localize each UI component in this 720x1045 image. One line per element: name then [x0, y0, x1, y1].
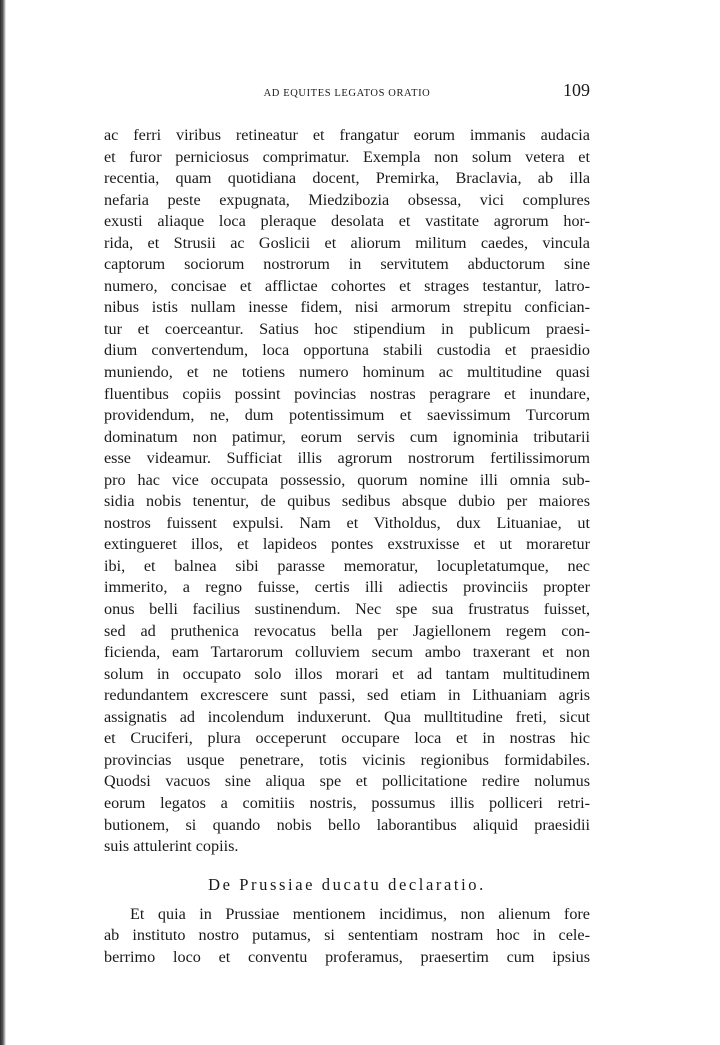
- text-line: nibus istis nullam inesse fidem, nisi armorum strepitu confician-: [104, 298, 590, 317]
- text-line: rida, et Strusii ac Goslicii et aliorum militum caedes, vincula: [104, 233, 590, 252]
- text-line: dominatum non patimur, eorum servis cum ignominia tributarii: [104, 427, 590, 446]
- text-line: provincias usque penetrare, totis vicinis regionibus formidabiles.: [104, 750, 590, 769]
- book-page: [104, 80, 590, 968]
- scan-edge: [0, 0, 6, 1045]
- text-line: ficienda, eam Tartarorum colluviem secum ambo traxerant et non: [104, 643, 590, 662]
- text-line: ac ferri viribus retineatur et frangatur eorum immanis audacia: [104, 126, 590, 144]
- text-line: eorum legatos a comitiis nostris, possumus illis polliceri retri-: [104, 793, 590, 812]
- body-text: [104, 125, 590, 968]
- text-line: ibi, et balnea sibi parasse memoratur, locupletatumque, nec: [104, 556, 590, 575]
- text-line: berrimo loco et conventu proferamus, praesertim cum ipsius: [104, 947, 590, 966]
- text-line: sidia nobis tenentur, de quibus sedibus absque dubio per maiores: [104, 492, 590, 511]
- paragraph: [104, 904, 590, 969]
- text-line: butionem, si quando nobis bello laborantibus aliquid praesidii: [104, 815, 590, 834]
- text-line: suis attulerint copiis.: [104, 837, 239, 856]
- running-title: AD EQUITES LEGATOS ORATIO: [263, 88, 431, 99]
- text-line: onus belli facilius sustinendum. Nec spe sua frustratus fuisset,: [104, 600, 590, 619]
- text-line: numero, concisae et afflictae cohortes et strages testantur, latro-: [104, 276, 590, 295]
- text-line: fluentibus copiis possint povincias nostras peragrare et inundare,: [104, 384, 590, 403]
- text-line: nefaria peste expugnata, Miedzibozia obsessa, vici complures: [104, 190, 590, 209]
- text-line: pro hac vice occupata possessio, quorum nomine illi omnia sub-: [104, 470, 590, 489]
- text-line: sed ad pruthenica revocatus bella per Jagiellonem regem con-: [104, 621, 590, 640]
- text-line: providendum, ne, dum potentissimum et saevissimum Turcorum: [104, 406, 590, 425]
- text-line: extingueret illos, et lapideos pontes exstruxisse et ut moraretur: [104, 535, 590, 554]
- running-head: [104, 80, 590, 106]
- text-line: recentia, quam quotidiana docent, Premirka, Braclavia, ab illa: [104, 169, 590, 188]
- text-line: redundantem excrescere sunt passi, sed etiam in Lithuaniam agris: [104, 686, 590, 705]
- paragraph: [104, 125, 590, 858]
- text-line: et Cruciferi, plura occeperunt occupare loca et in nostras hic: [104, 729, 590, 748]
- text-line: tur et coerceantur. Satius hoc stipendium in publicum praesi-: [104, 319, 590, 338]
- text-line: exusti aliaque loca pleraque desolata et vastitate agrorum hor-: [104, 212, 590, 231]
- text-line: captorum sociorum nostrorum in servitutem abductorum sine: [104, 255, 590, 274]
- text-line: immerito, a regno fuisse, certis illi adiectis provinciis propter: [104, 578, 590, 597]
- text-line: et furor perniciosus comprimatur. Exempla non solum vetera et: [104, 147, 590, 166]
- text-line: Quodsi vacuos sine aliqua spe et pollicitatione redire nolumus: [104, 772, 590, 791]
- page-number: 109: [563, 80, 590, 100]
- text-line: solum in occupato solo illos morari et ad tantam multitudinem: [104, 664, 590, 683]
- text-line: Et quia in Prussiae mentionem incidimus, non alienum fore: [130, 904, 590, 923]
- text-line: dium convertendum, loca opportuna stabili custodia et praesidio: [104, 341, 590, 360]
- text-line: nostros fuissent expulsi. Nam et Vitholdus, dux Lituaniae, ut: [104, 513, 590, 532]
- text-line: muniendo, et ne totiens numero hominum ac multitudine quasi: [104, 363, 590, 382]
- text-line: assignatis ad incolendum induxerunt. Qua mulltitudine freti, sicut: [104, 707, 590, 726]
- section-heading: De Prussiae ducatu declaratio.: [208, 874, 486, 894]
- text-line: esse videamur. Sufficiat illis agrorum nostrorum fertilissimorum: [104, 449, 590, 468]
- text-line: ab instituto nostro putamus, si sententiam nostram hoc in cele-: [104, 926, 590, 945]
